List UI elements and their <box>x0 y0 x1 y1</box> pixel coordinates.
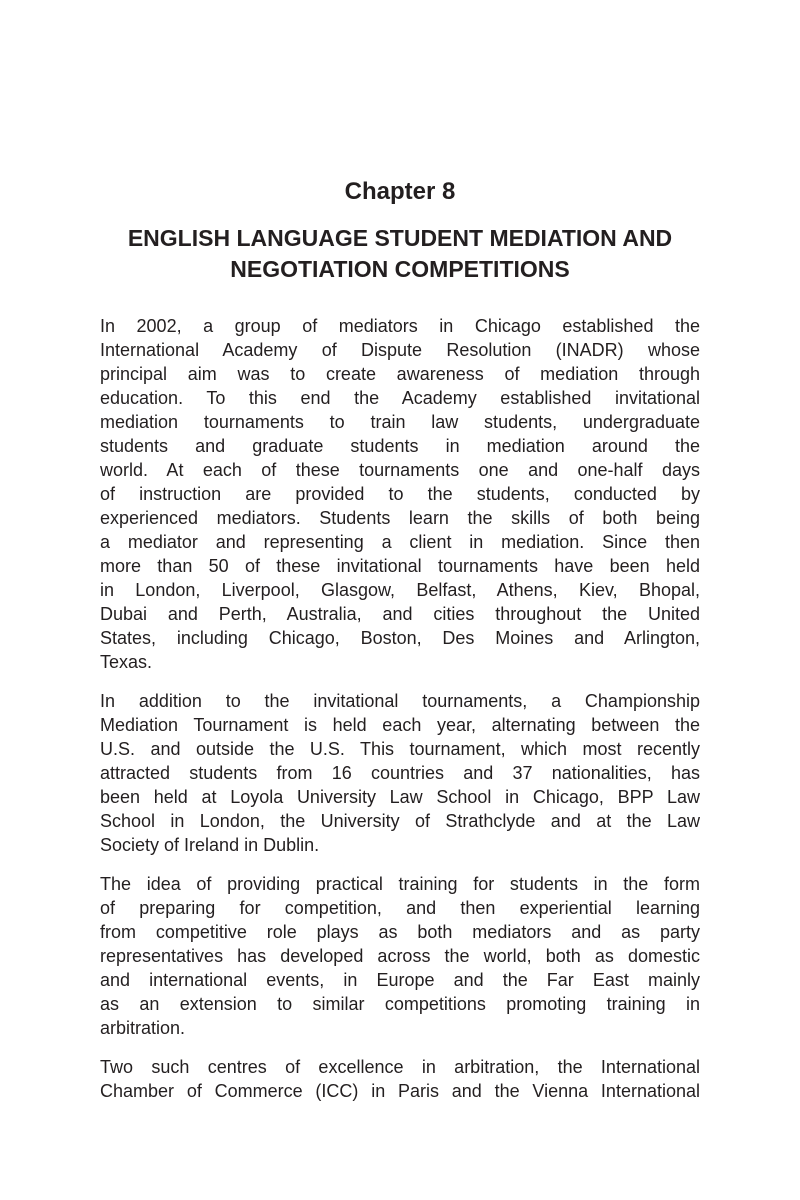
text-line: School in London, the University of Strathclyde and at the Law <box>100 811 700 831</box>
text-line: been held at Loyola University Law School in Chicago, BPP Law <box>100 787 700 807</box>
text-line: experienced mediators. Students learn the skills of both being <box>100 508 700 528</box>
document-title-line-1: ENGLISH LANGUAGE STUDENT MEDIATION AND <box>127 225 673 251</box>
chapter-label: Chapter 8 <box>344 178 456 205</box>
paragraph-4 <box>100 1055 700 1103</box>
text-line: world. At each of these tournaments one and one-half days <box>100 460 700 480</box>
text-line: Mediation Tournament is held each year, alternating between the <box>100 715 700 735</box>
text-line: Texas. <box>100 652 153 672</box>
text-line: attracted students from 16 countries and 37 nationalities, has <box>100 763 700 783</box>
text-line: Two such centres of excellence in arbitration, the International <box>100 1057 700 1077</box>
text-line: education. To this end the Academy established invitational <box>100 388 700 408</box>
text-line: mediation tournaments to train law students, undergraduate <box>100 412 700 432</box>
text-line: Society of Ireland in Dublin. <box>100 835 320 855</box>
text-line: In addition to the invitational tournaments, a Championship <box>100 691 700 711</box>
text-line: U.S. and outside the U.S. This tournament, which most recently <box>100 739 700 759</box>
text-line: In 2002, a group of mediators in Chicago established the <box>100 316 700 336</box>
text-line: of preparing for competition, and then experiential learning <box>100 898 700 918</box>
text-line: students and graduate students in mediation around the <box>100 436 700 456</box>
text-line: International Academy of Dispute Resolution (INADR) whose <box>100 340 700 360</box>
text-line: Chamber of Commerce (ICC) in Paris and the Vienna International <box>100 1081 700 1101</box>
text-line: States, including Chicago, Boston, Des Moines and Arlington, <box>100 628 700 648</box>
text-line: a mediator and representing a client in mediation. Since then <box>100 532 700 552</box>
text-line: representatives has developed across the world, both as domestic <box>100 946 700 966</box>
text-line: of instruction are provided to the students, conducted by <box>100 484 700 504</box>
document-title <box>100 223 700 285</box>
body-text <box>100 314 700 1103</box>
paragraph-1 <box>100 314 700 674</box>
text-line: Dubai and Perth, Australia, and cities throughout the United <box>100 604 700 624</box>
text-line: as an extension to similar competitions promoting training in <box>100 994 700 1014</box>
text-line: from competitive role plays as both mediators and as party <box>100 922 700 942</box>
text-line: arbitration. <box>100 1018 186 1038</box>
text-line: principal aim was to create awareness of mediation through <box>100 364 700 384</box>
text-line: and international events, in Europe and the Far East mainly <box>100 970 700 990</box>
text-line: more than 50 of these invitational tournaments have been held <box>100 556 700 576</box>
document-title-line-2: NEGOTIATION COMPETITIONS <box>230 256 570 282</box>
text-line: The idea of providing practical training for students in the form <box>100 874 700 894</box>
paragraph-3 <box>100 872 700 1040</box>
text-line: in London, Liverpool, Glasgow, Belfast, Athens, Kiev, Bhopal, <box>100 580 700 600</box>
paragraph-2 <box>100 689 700 857</box>
